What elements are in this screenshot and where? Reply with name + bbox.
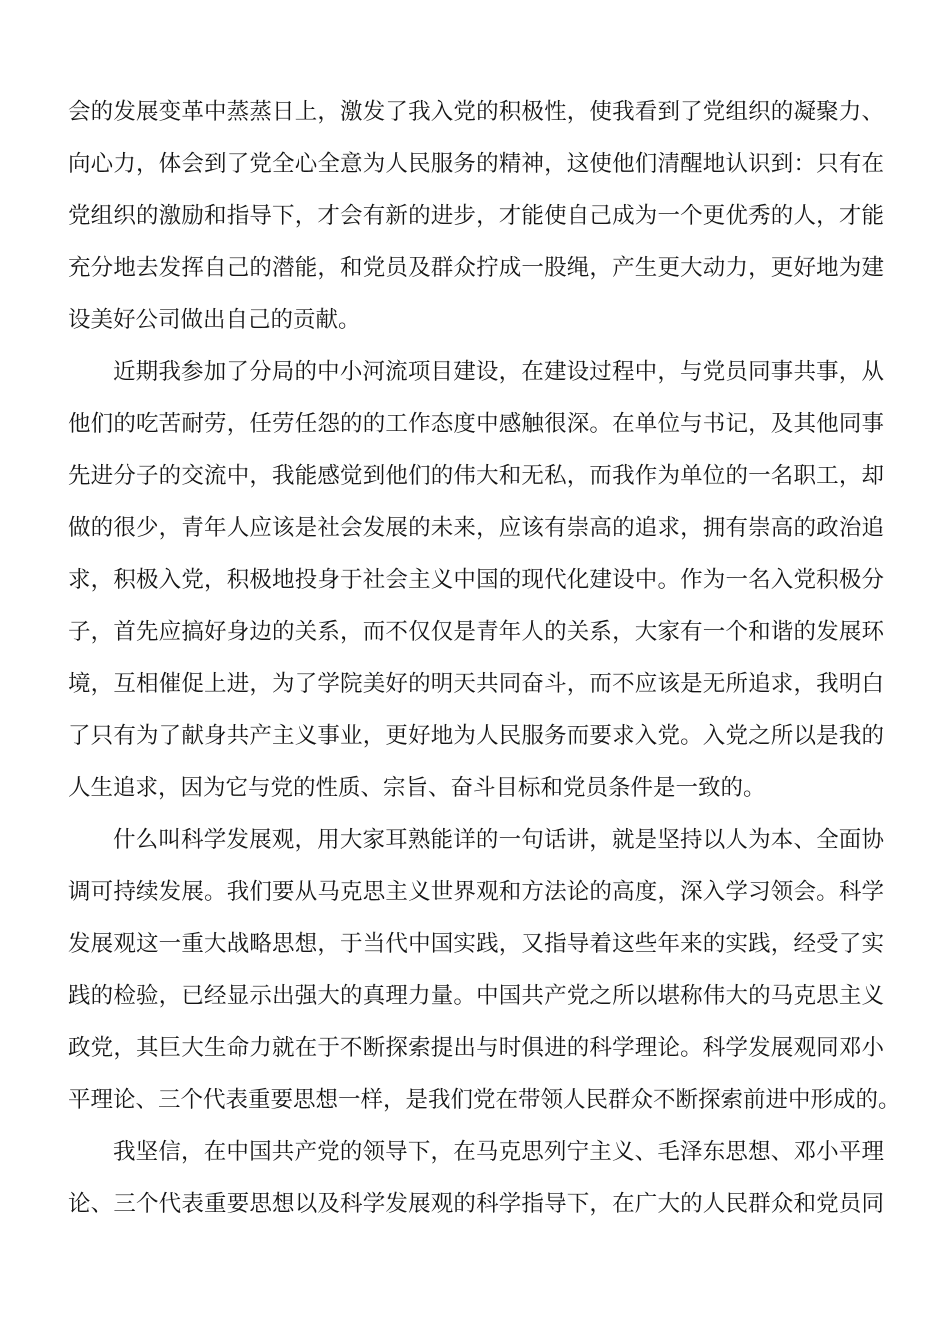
text-line: 做的很少，青年人应该是社会发展的未来，应该有崇高的追求，拥有崇高的政治追: [68, 515, 884, 541]
text-line: 践的检验，已经显示出强大的真理力量。中国共产党之所以堪称伟大的马克思主义: [68, 983, 884, 1009]
text-line: 先进分子的交流中，我能感觉到他们的伟大和无私，而我作为单位的一名职工，却: [68, 463, 884, 489]
paragraph-3: [68, 814, 901, 1126]
text-line: 平理论、三个代表重要思想一样，是我们党在带领人民群众不断探索前进中形成的。: [68, 1087, 901, 1113]
text-line: 调可持续发展。我们要从马克思主义世界观和方法论的高度，深入学习领会。科学: [68, 879, 884, 905]
text-line: 人生追求，因为它与党的性质、宗旨、奋斗目标和党员条件是一致的。: [68, 775, 766, 801]
text-line: 党组织的激励和指导下，才会有新的进步，才能使自己成为一个更优秀的人，才能: [68, 203, 884, 229]
text-line: 会的发展变革中蒸蒸日上，激发了我入党的积极性，使我看到了党组织的凝聚力、: [68, 99, 884, 125]
text-line: 向心力，体会到了党全心全意为人民服务的精神，这使他们清醒地认识到：只有在: [68, 151, 884, 177]
text-line: 设美好公司做出自己的贡献。: [68, 307, 361, 333]
text-line: 了只有为了献身共产主义事业，更好地为人民服务而要求入党。入党之所以是我的: [68, 723, 884, 749]
text-line: 求，积极入党，积极地投身于社会主义中国的现代化建设中。作为一名入党积极分: [68, 567, 884, 593]
text-line: 境，互相催促上进，为了学院美好的明天共同奋斗，而不应该是无所追求，我明白: [68, 671, 884, 697]
paragraph-1: [68, 86, 884, 346]
text-line: 政党，其巨大生命力就在于不断探索提出与时俱进的科学理论。科学发展观同邓小: [68, 1035, 884, 1061]
text-line: 近期我参加了分局的中小河流项目建设，在建设过程中，与党员同事共事，从: [113, 359, 884, 385]
text-line: 我坚信，在中国共产党的领导下，在马克思列宁主义、毛泽东思想、邓小平理: [113, 1139, 884, 1165]
text-line: 什么叫科学发展观，用大家耳熟能详的一句话讲，就是坚持以人为本、全面协: [113, 827, 884, 853]
paragraph-2: [68, 346, 884, 814]
text-line: 充分地去发挥自己的潜能，和党员及群众拧成一股绳，产生更大动力，更好地为建: [68, 255, 884, 281]
text-line: 论、三个代表重要思想以及科学发展观的科学指导下，在广大的人民群众和党员同: [68, 1191, 884, 1217]
text-line: 发展观这一重大战略思想，于当代中国实践，又指导着这些年来的实践，经受了实: [68, 931, 884, 957]
text-line: 他们的吃苦耐劳，任劳任怨的的工作态度中感触很深。在单位与书记，及其他同事: [68, 411, 884, 437]
text-line: 子，首先应搞好身边的关系，而不仅仅是青年人的关系，大家有一个和谐的发展环: [68, 619, 884, 645]
paragraph-4: [68, 1126, 884, 1230]
document-body: [68, 86, 901, 1230]
